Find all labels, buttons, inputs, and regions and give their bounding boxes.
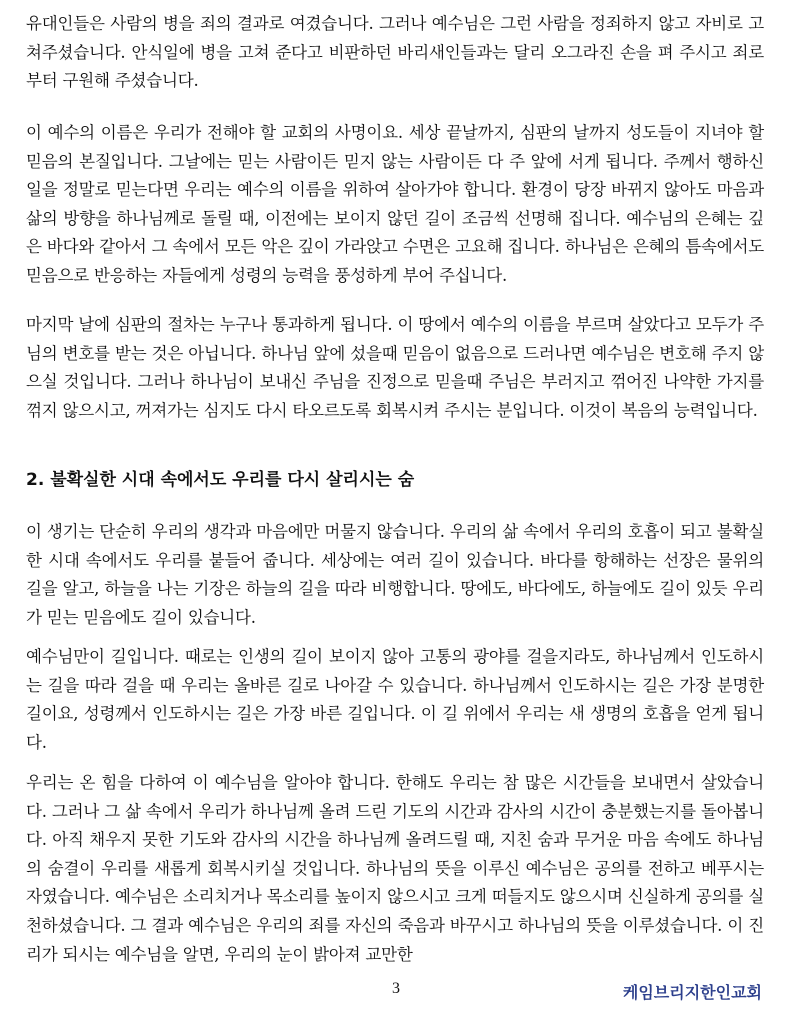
paragraph: 예수님만이 길입니다. 때로는 인생의 길이 보이지 않아 고통의 광야를 걸을지라도, 하나님께서 인도하시는 길을 따라 걸을 때 우리는 올바른 길로 나아갈 수 있습니다. 하나님께서 인도하시는 길은 가장 분명한 길이요, 성령께서 인도하시는 길은 가장 바른 길입니다. 이 길 위에서 우리는 새 생명의 호흡을 얻게 됩니다.: [26, 647, 764, 752]
paragraph: 이 예수의 이름은 우리가 전해야 할 교회의 사명이요. 세상 끝날까지, 심판의 날까지 성도들이 지녀야 할 믿음의 본질입니다. 그날에는 믿는 사람이든 믿지 않는 사람이든 다 주 앞에 서게 됩니다. 주께서 행하신 일을 정말로 믿는다면 우리는 예수의 이름을 위하여 살아가야 합니다. 환경이 당장 바뀌지 않아도 마음과 삶의 방향을 하나님께로 돌릴 때, 이전에는 보이지 않던 길이 조금씩 선명해 집니다. 예수님의 은혜는 깊은 바다와 같아서 그 속에서 모든 악은 깊이 가라앉고 수면은 고요해 집니다. 하나님은 은혜의 틈속에서도 믿음으로 반응하는 자들에게 성령의 능력을 풍성하게 부어 주십니다.: [26, 123, 764, 285]
page-number: 3: [392, 980, 400, 997]
section-heading: 2. 불확실한 시대 속에서도 우리를 다시 살리시는 숨: [26, 470, 415, 490]
paragraph: 이 생기는 단순히 우리의 생각과 마음에만 머물지 않습니다. 우리의 삶 속에서 우리의 호흡이 되고 불확실한 시대 속에서도 우리를 붙들어 줍니다. 세상에는 여러 길이 있습니다. 바다를 항해하는 선장은 물위의 길을 알고, 하늘을 나는 기장은 하늘의 길을 따라 비행합니다. 땅에도, 바다에도, 하늘에도 길이 있듯 우리가 믿는 믿음에도 길이 있습니다.: [26, 522, 764, 627]
paragraph: 우리는 온 힘을 다하여 이 예수님을 알아야 합니다. 한해도 우리는 참 많은 시간들을 보내면서 살았습니다. 그러나 그 삶 속에서 우리가 하나님께 올려 드린 기도의 시간과 감사의 시간이 충분했는지를 돌아봅니다. 아직 채우지 못한 기도와 감사의 시간을 하나님께 올려드릴 때, 지친 숨과 무거운 마음 속에도 하나님의 숨결이 우리를 새롭게 회복시키실 것입니다. 하나님의 뜻을 이루신 예수님은 공의를 전하고 베푸시는 자였습니다. 예수님은 소리치거나 목소리를 높이지 않으시고 크게 떠들지도 않으시며 신실하게 공의를 실천하셨습니다. 그 결과 예수님은 우리의 죄를 자신의 죽음과 바꾸시고 하나님의 뜻을 이루셨습니다. 이 진리가 되시는 예수님을 알면, 우리의 눈이 밝아져 교만한: [26, 773, 764, 964]
paragraph: 마지막 날에 심판의 절차는 누구나 통과하게 됩니다. 이 땅에서 예수의 이름을 부르며 살았다고 모두가 주님의 변호를 받는 것은 아닙니다. 하나님 앞에 섰을때 믿음이 없음으로 드러나면 예수님은 변호해 주지 않으실 것입니다. 그러나 하나님이 보내신 주님을 진정으로 믿을때 주님은 부러지고 꺾어진 나약한 가지를 꺾지 않으시고, 꺼져가는 심지도 다시 타오르도록 회복시켜 주시는 분입니다. 이것이 복음의 능력입니다.: [26, 315, 764, 420]
paragraph: 유대인들은 사람의 병을 죄의 결과로 여겼습니다. 그러나 예수님은 그런 사람을 정죄하지 않고 자비로 고쳐주셨습니다. 안식일에 병을 고쳐 준다고 비판하던 바리새인들과는 달리 오그라진 손을 펴 주시고 죄로 부터 구원해 주셨습니다.: [26, 14, 764, 91]
church-name: 케임브리지한인교회: [622, 983, 762, 1002]
